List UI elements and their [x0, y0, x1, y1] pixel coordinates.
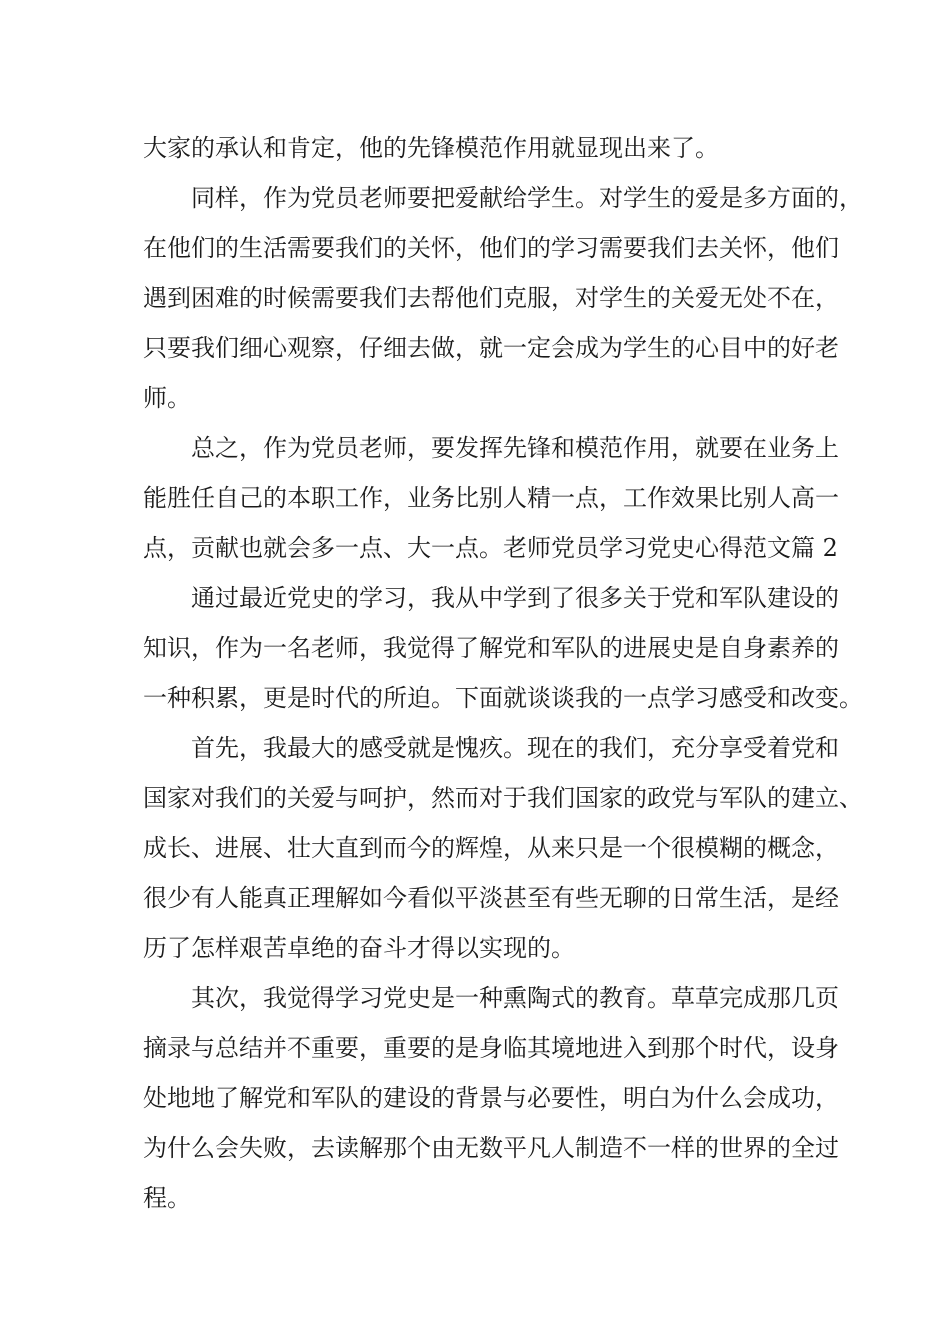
- text-line: 很少有人能真正理解如今看似平淡甚至有些无聊的日常生活，是经: [143, 884, 839, 912]
- text-line: 只要我们细心观察，仔细去做，就一定会成为学生的心目中的好老: [143, 334, 839, 362]
- text-line: 师。: [143, 384, 191, 412]
- text-line: 成长、进展、壮大直到而今的辉煌，从来只是一个很模糊的概念，: [143, 834, 839, 862]
- paragraph-start-line: 同样，作为党员老师要把爱献给学生。对学生的爱是多方面的，: [191, 184, 863, 212]
- text-line: 处地地了解党和军队的建设的背景与必要性，明白为什么会成功，: [143, 1084, 839, 1112]
- text-line: 大家的承认和肯定，他的先锋模范作用就显现出来了。: [143, 134, 719, 162]
- text-line: 遇到困难的时候需要我们去帮他们克服，对学生的关爱无处不在，: [143, 284, 839, 312]
- text-line: 一种积累，更是时代的所迫。下面就谈谈我的一点学习感受和改变。: [143, 684, 863, 712]
- paragraph-start-line: 通过最近党史的学习，我从中学到了很多关于党和军队建设的: [191, 584, 839, 612]
- text-line: 程。: [143, 1184, 191, 1212]
- text-line: 为什么会失败，去读解那个由无数平凡人制造不一样的世界的全过: [143, 1134, 839, 1162]
- paragraph-start-line: 首先，我最大的感受就是愧疚。现在的我们，充分享受着党和: [191, 734, 839, 762]
- document-body: [143, 123, 863, 1223]
- text-line: 历了怎样艰苦卓绝的奋斗才得以实现的。: [143, 934, 575, 962]
- paragraph-start-line: 其次，我觉得学习党史是一种熏陶式的教育。草草完成那几页: [191, 984, 839, 1012]
- text-line: 在他们的生活需要我们的关怀，他们的学习需要我们去关怀，他们: [143, 234, 839, 262]
- text-line: 知识，作为一名老师，我觉得了解党和军队的进展史是自身素养的: [143, 634, 839, 662]
- text-line: 摘录与总结并不重要，重要的是身临其境地进入到那个时代，设身: [143, 1034, 839, 1062]
- text-line: 点，贡献也就会多一点、大一点。老师党员学习党史心得范文篇 2: [143, 534, 838, 562]
- text-line: 国家对我们的关爱与呵护，然而对于我们国家的政党与军队的建立、: [143, 784, 863, 812]
- paragraph-start-line: 总之，作为党员老师，要发挥先锋和模范作用，就要在业务上: [191, 434, 839, 462]
- text-line: 能胜任自己的本职工作，业务比别人精一点，工作效果比别人高一: [143, 484, 839, 512]
